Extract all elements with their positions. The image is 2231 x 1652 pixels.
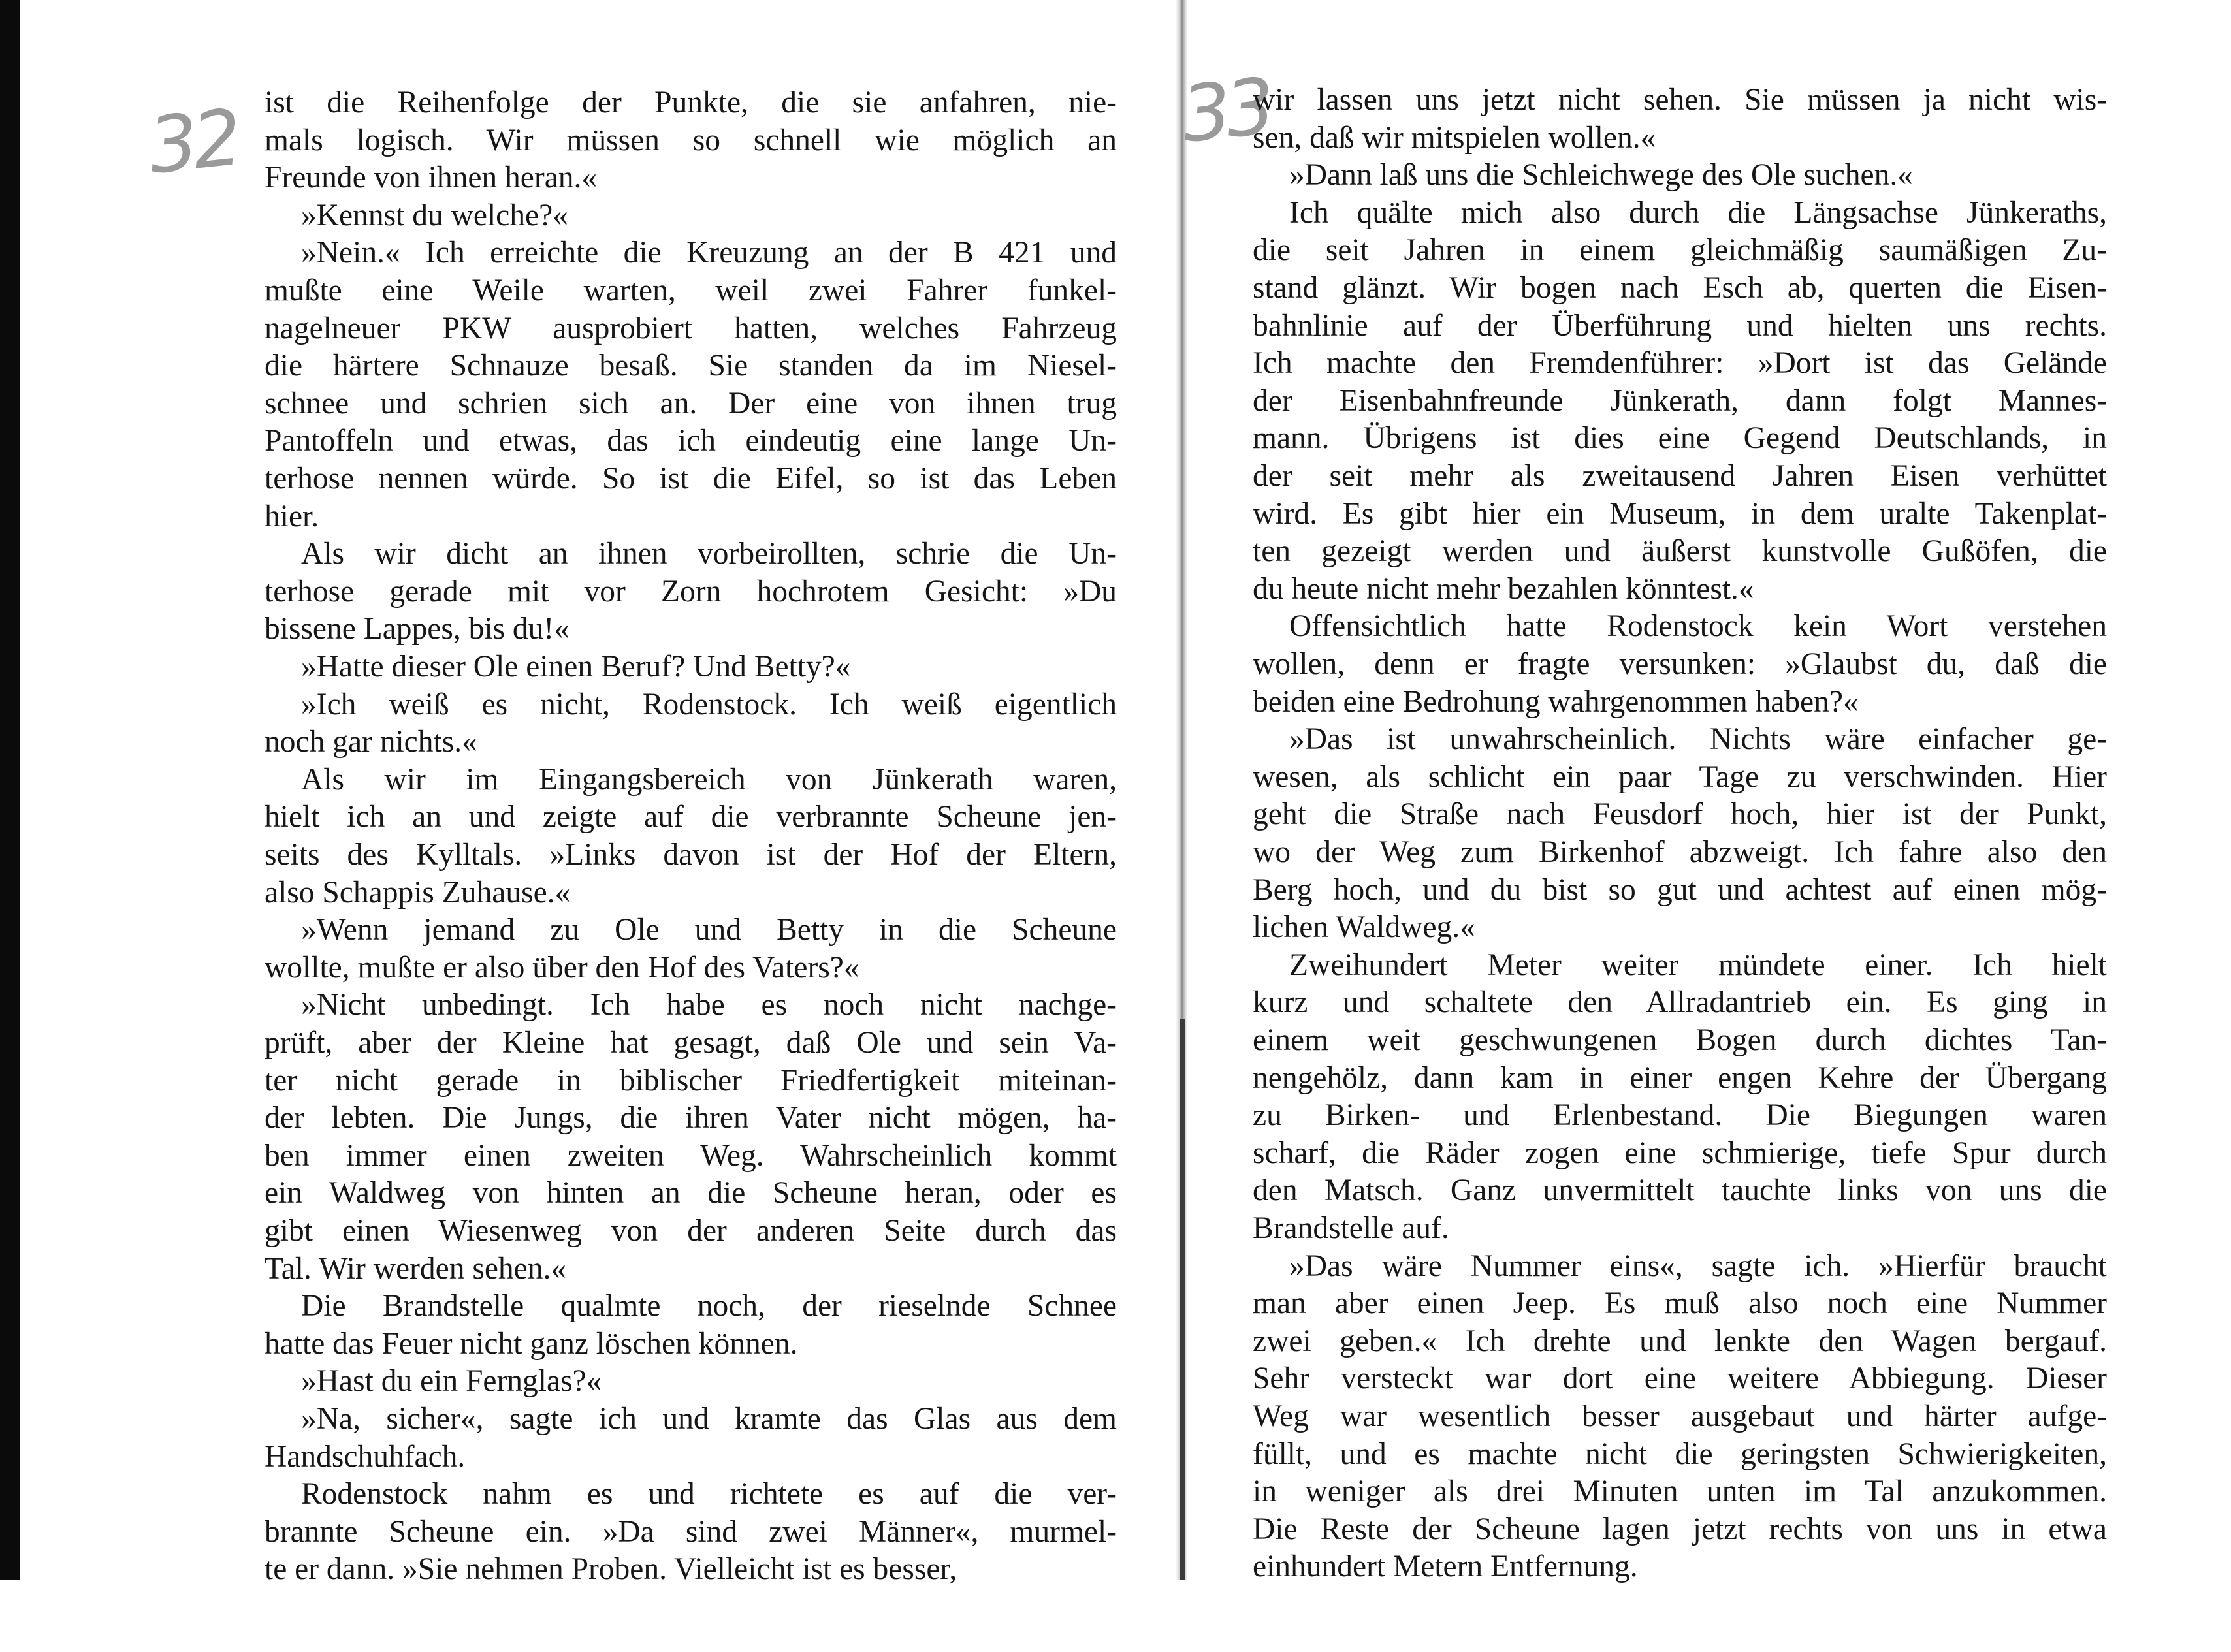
text-line: Pantoffeln und etwas, das ich eindeutig eine lange Un- (265, 424, 1117, 458)
text-line: man aber einen Jeep. Es muß also noch eine Nummer (1253, 1286, 2107, 1321)
text-line: wird. Es gibt hier ein Museum, in dem uralte Takenplat- (1253, 496, 2107, 531)
text-line: hatte das Feuer nicht ganz löschen können. (265, 1326, 798, 1361)
text-line: nagelneuer PKW ausprobiert hatten, welches Fahrzeug (265, 311, 1117, 345)
text-line: »Na, sicher«, sagte ich und kramte das Glas aus dem (301, 1402, 1117, 1436)
text-line: wollen, denn er fragte versunken: »Glaubst du, daß die (1253, 647, 2107, 681)
text-line: »Das wäre Nummer eins«, sagte ich. »Hierfür braucht (1289, 1248, 2107, 1283)
text-line: Zweihundert Meter weiter mündete einer. Ich hielt (1289, 947, 2107, 982)
text-line: »Hatte dieser Ole einen Beruf? Und Betty?« (301, 650, 851, 684)
text-line: ter nicht gerade in biblischer Friedfertigkeit miteinan- (265, 1063, 1117, 1098)
text-line: ist die Reihenfolge der Punkte, die sie anfahren, nie- (265, 86, 1117, 119)
text-line: mals logisch. Wir müssen so schnell wie möglich an (265, 123, 1117, 157)
text-line: du heute nicht mehr bezahlen könntest.« (1253, 571, 1754, 606)
text-line: sen, daß wir mitspielen wollen.« (1253, 120, 1656, 155)
text-line: ten gezeigt werden und äußerst kunstvolle Gußöfen, die (1253, 534, 2107, 569)
text-line: stand glänzt. Wir bogen nach Esch ab, querten die Eisen- (1253, 271, 2107, 305)
text-line: »Nein.« Ich erreichte die Kreuzung an der B 421 und (301, 236, 1117, 270)
text-line: gibt einen Wiesenweg von der anderen Seite durch das (265, 1214, 1117, 1248)
text-line: ein Waldweg von hinten an die Scheune heran, oder es (265, 1176, 1117, 1211)
handwritten-page-number-right: 33 (1178, 61, 1275, 160)
text-line: die seit Jahren in einem gleichmäßig saumäßigen Zu- (1253, 233, 2107, 268)
scan-edge (0, 0, 20, 1580)
text-line: »Nicht unbedingt. Ich habe es noch nicht nachge- (301, 988, 1117, 1023)
text-line: wo der Weg zum Birkenhof abzweigt. Ich fahre also den (1253, 835, 2107, 869)
text-line: Ich machte den Fremdenführer: »Dort ist das Gelände (1253, 346, 2107, 381)
text-line: beiden eine Bedrohung wahrgenommen haben?« (1253, 684, 1859, 719)
text-line: Als wir dicht an ihnen vorbeirollten, schrie die Un- (301, 537, 1117, 571)
text-line: mußte eine Weile warten, weil zwei Fahrer funkel- (265, 274, 1117, 308)
text-line: schnee und schrien sich an. Der eine von ihnen trug (265, 386, 1117, 421)
text-line: Die Brandstelle qualmte noch, der rieselnde Schnee (301, 1289, 1117, 1324)
text-line: seits des Kylltals. »Links davon ist der Hof der Eltern, (265, 838, 1117, 872)
text-line: zwei geben.« Ich drehte und lenkte den Wagen bergauf. (1253, 1324, 2107, 1358)
text-line: füllt, und es machte nicht die geringsten Schwierigkeiten, (1253, 1437, 2107, 1471)
text-line: »Dann laß uns die Schleichwege des Ole suchen.« (1289, 158, 1914, 193)
text-line: die härtere Schnauze besaß. Sie standen da im Niesel- (265, 349, 1117, 383)
text-line: Sehr versteckt war dort eine weitere Abbiegung. Dieser (1253, 1361, 2107, 1396)
text-line: der Eisenbahnfreunde Jünkerath, dann folgt Mannes- (1253, 383, 2107, 418)
text-line: Rodenstock nahm es und richtete es auf die ver- (301, 1477, 1117, 1512)
text-line: terhose gerade mit vor Zorn hochrotem Gesicht: »Du (265, 574, 1117, 609)
text-line: der seit mehr als zweitausend Jahren Eisen verhüttet (1253, 459, 2107, 493)
text-line: einhundert Metern Entfernung. (1253, 1549, 1638, 1584)
text-line: Berg hoch, und du bist so gut und achtest auf einen mög- (1253, 872, 2107, 907)
text-line: Weg war wesentlich besser ausgebaut und härter aufge- (1253, 1399, 2107, 1433)
text-line: den Matsch. Ganz unvermittelt tauchte links von uns die (1253, 1173, 2107, 1208)
text-line: Ich quälte mich also durch die Längsachse Jünkeraths, (1289, 195, 2107, 230)
text-line: Handschuhfach. (265, 1439, 466, 1474)
text-line: hier. (265, 499, 319, 533)
text-line: »Wenn jemand zu Ole und Betty in die Scheune (301, 913, 1117, 947)
text-line: kurz und schaltete den Allradantrieb ein. Es ging in (1253, 985, 2107, 1020)
text-line: Brandstelle auf. (1253, 1211, 1449, 1245)
text-line: bissene Lappes, bis du!« (265, 612, 570, 646)
text-line: also Schappis Zuhause.« (265, 875, 571, 910)
text-line: ben immer einen zweiten Weg. Wahrscheinlich kommt (265, 1138, 1117, 1173)
gutter-shadow (1180, 1019, 1185, 1580)
text-line: scharf, die Räder zogen eine schmierige, tiefe Spur durch (1253, 1136, 2107, 1170)
text-line: der lebten. Die Jungs, die ihren Vater nicht mögen, ha- (265, 1101, 1117, 1136)
text-line: zu Birken- und Erlenbestand. Die Biegungen waren (1253, 1098, 2107, 1133)
text-line: wesen, als schlicht ein paar Tage zu verschwinden. Hier (1253, 759, 2107, 794)
text-line: geht die Straße nach Feusdorf hoch, hier ist der Punkt, (1253, 797, 2107, 832)
text-line: »Ich weiß es nicht, Rodenstock. Ich weiß eigentlich (301, 687, 1117, 722)
text-line: Offensichtlich hatte Rodenstock kein Wort verstehen (1289, 609, 2107, 644)
text-line: Freunde von ihnen heran.« (265, 161, 598, 195)
text-line: mann. Übrigens ist dies eine Gegend Deutschlands, in (1253, 421, 2107, 456)
text-line: terhose nennen würde. So ist die Eifel, so ist das Leben (265, 462, 1117, 496)
text-line: »Hast du ein Fernglas?« (301, 1364, 602, 1399)
text-line: Die Reste der Scheune lagen jetzt rechts von uns in etwa (1253, 1512, 2107, 1546)
text-line: einem weit geschwungenen Bogen durch dichtes Tan- (1253, 1023, 2107, 1057)
text-line: te er dann. »Sie nehmen Proben. Vielleicht ist es besser, (265, 1552, 957, 1587)
text-line: Als wir im Eingangsbereich von Jünkerath waren, (301, 762, 1117, 797)
text-line: brannte Scheune ein. »Da sind zwei Männer«, murmel- (265, 1514, 1117, 1549)
text-line: in weniger als drei Minuten unten im Tal anzukommen. (1253, 1474, 2107, 1509)
text-line: »Kennst du welche?« (301, 198, 568, 232)
text-line: prüft, aber der Kleine hat gesagt, daß Ole und sein Va- (265, 1026, 1117, 1060)
text-line: nengehölz, dann kam in einer engen Kehre der Übergang (1253, 1060, 2107, 1095)
text-line: wir lassen uns jetzt nicht sehen. Sie müssen ja nicht wis- (1253, 83, 2107, 117)
text-line: hielt ich an und zeigte auf die verbrannte Scheune jen- (265, 800, 1117, 834)
handwritten-page-number-left: 32 (144, 92, 242, 191)
text-line: noch gar nichts.« (265, 725, 477, 759)
text-line: wollte, mußte er also über den Hof des Vaters?« (265, 950, 859, 985)
text-line: »Das ist unwahrscheinlich. Nichts wäre einfacher ge- (1289, 722, 2107, 757)
text-line: lichen Waldweg.« (1253, 910, 1475, 945)
text-line: Tal. Wir werden sehen.« (265, 1251, 567, 1286)
text-line: bahnlinie auf der Überführung und hielten uns rechts. (1253, 308, 2107, 343)
